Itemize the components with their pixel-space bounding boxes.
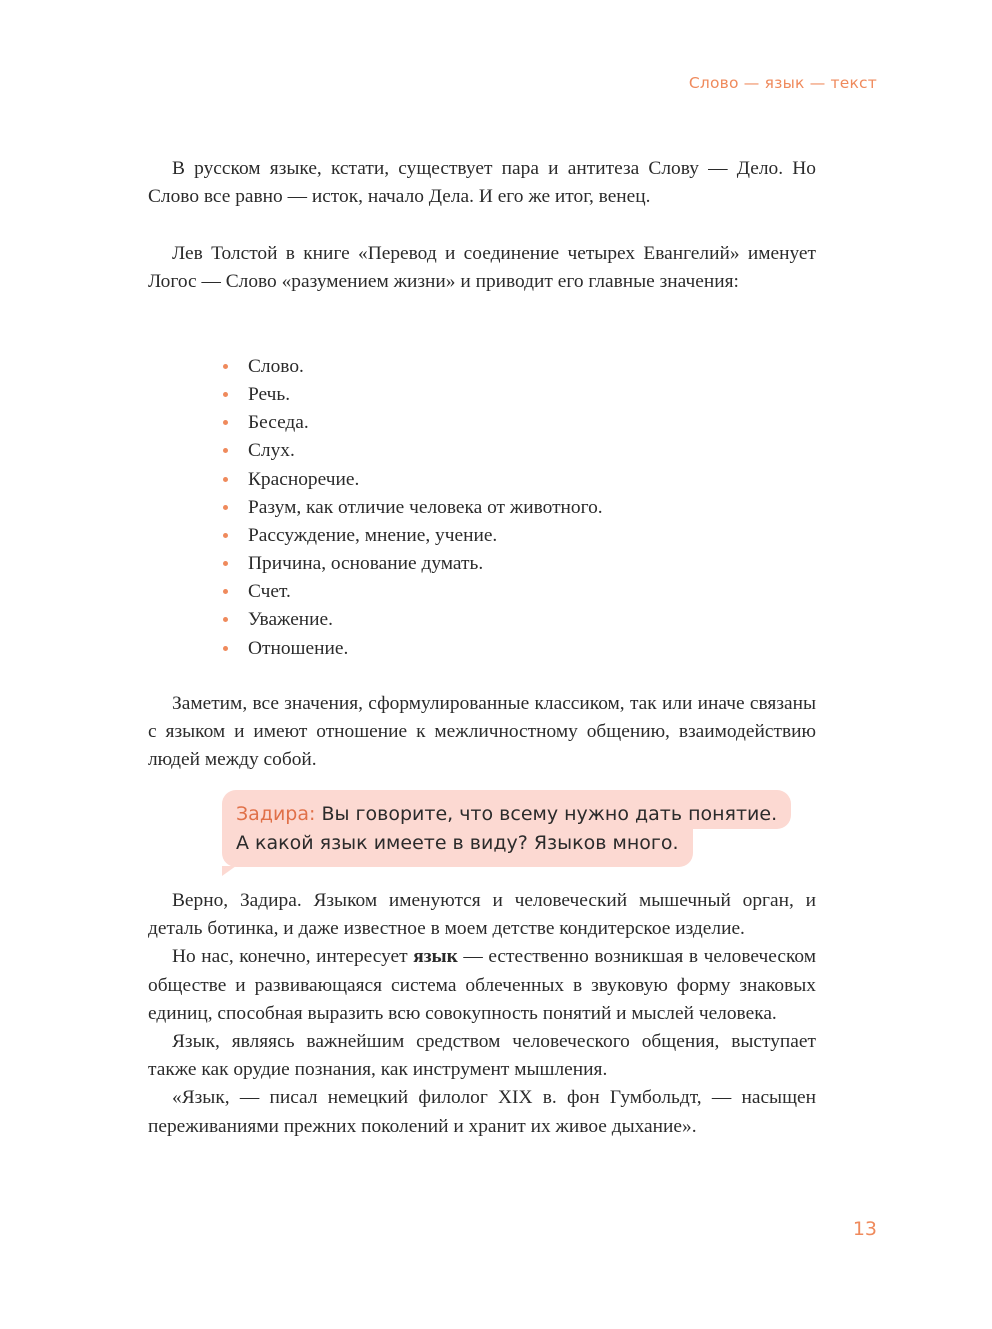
definition-lead: Но нас, конечно, интересует [172, 946, 414, 968]
bubble-line-1 [222, 790, 791, 829]
bullet-dot-icon [223, 448, 228, 453]
bullet-dot-icon [223, 617, 228, 622]
list-item-text: Красноречие. [248, 468, 360, 490]
paragraph-summary: Заметим, все значения, сформулированные классиком, так или иначе связаны с языком и имеют отношение к межличностному общению, взаимодействию людей между собой. [148, 693, 816, 771]
paragraph-humboldt-quote: «Язык, — писал немецкий филолог XIX в. фон Гумбольдт, — насыщен переживаниями прежних поколений и хранит их живое дыхание». [148, 1087, 816, 1137]
running-header: Слово — язык — текст [688, 74, 877, 92]
bullet-dot-icon [223, 364, 228, 369]
list-item [222, 353, 603, 381]
list-item-text: Беседа. [248, 412, 309, 434]
intro-section [148, 155, 816, 211]
list-item [222, 466, 603, 494]
list-item-text: Речь. [248, 384, 291, 406]
bullet-dot-icon [223, 477, 228, 482]
list-item-text: Слух. [248, 440, 295, 462]
logos-meanings-list [222, 353, 603, 663]
bullet-dot-icon [223, 533, 228, 538]
list-item-text: Счет. [248, 581, 291, 603]
bullet-dot-icon [223, 505, 228, 510]
definition-body: — естественно возникшая в человеческом обществе и развивающаяся система облеченных в звуковую форму знаковых единиц, способная выразить всю совокупность понятий и мыслей человека. [148, 946, 817, 1024]
list-item-text: Разум, как отличие человека от животного. [248, 496, 603, 518]
dialogue-bubble [222, 790, 791, 867]
paragraph-language-tool: Язык, являясь важнейшим средством человеческого общения, выступает также как орудие познания, как инструмент мышления. [148, 1031, 816, 1081]
bullet-dot-icon [223, 646, 228, 651]
list-item [222, 578, 603, 606]
speaker-name: Задира: [236, 803, 316, 825]
bubble-text-2: А какой язык имеете в виду? Языков много. [236, 832, 679, 854]
list-item [222, 409, 603, 437]
list-item [222, 494, 603, 522]
paragraph-word-deed: В русском языке, кстати, существует пара и антитеза Слову — Дело. Но Слово все равно — исток, начало Дела. И его же итог, венец. [148, 158, 816, 208]
list-item [222, 522, 603, 550]
list-item [222, 635, 603, 663]
paragraph-meanings-of-word: Верно, Задира. Языком именуются и человеческий мышечный орган, и деталь ботинка, и даже известное в моем детстве кондитерское изделие. [148, 890, 816, 940]
list-item-text: Отношение. [248, 637, 349, 659]
list-item-text: Рассуждение, мнение, учение. [248, 524, 498, 546]
list-item [222, 437, 603, 465]
bullet-dot-icon [223, 561, 228, 566]
bubble-text-1: Вы говорите, что всему нужно дать понятие. [315, 803, 778, 825]
language-section [148, 887, 816, 1141]
list-item [222, 550, 603, 578]
list-item-text: Слово. [248, 356, 304, 377]
bullet-dot-icon [223, 392, 228, 397]
bullet-dot-icon [223, 420, 228, 425]
bullet-dot-icon [223, 589, 228, 594]
bubble-tail-icon [222, 866, 236, 876]
summary-section [148, 690, 816, 775]
list-item [222, 606, 603, 634]
page-number: 13 [852, 1218, 877, 1240]
bubble-line-2 [222, 829, 693, 867]
term-bold: язык [413, 946, 458, 968]
list-item [222, 381, 603, 409]
list-item-text: Причина, основание думать. [248, 553, 484, 575]
paragraph-definition [148, 943, 816, 1028]
paragraph-tolstoy: Лев Толстой в книге «Перевод и соединение четырех Евангелий» именует Логос — Слово «разумением жизни» и приводит его главные значения: [148, 243, 816, 293]
tolstoy-section [148, 240, 816, 296]
list-item-text: Уважение. [248, 609, 334, 631]
